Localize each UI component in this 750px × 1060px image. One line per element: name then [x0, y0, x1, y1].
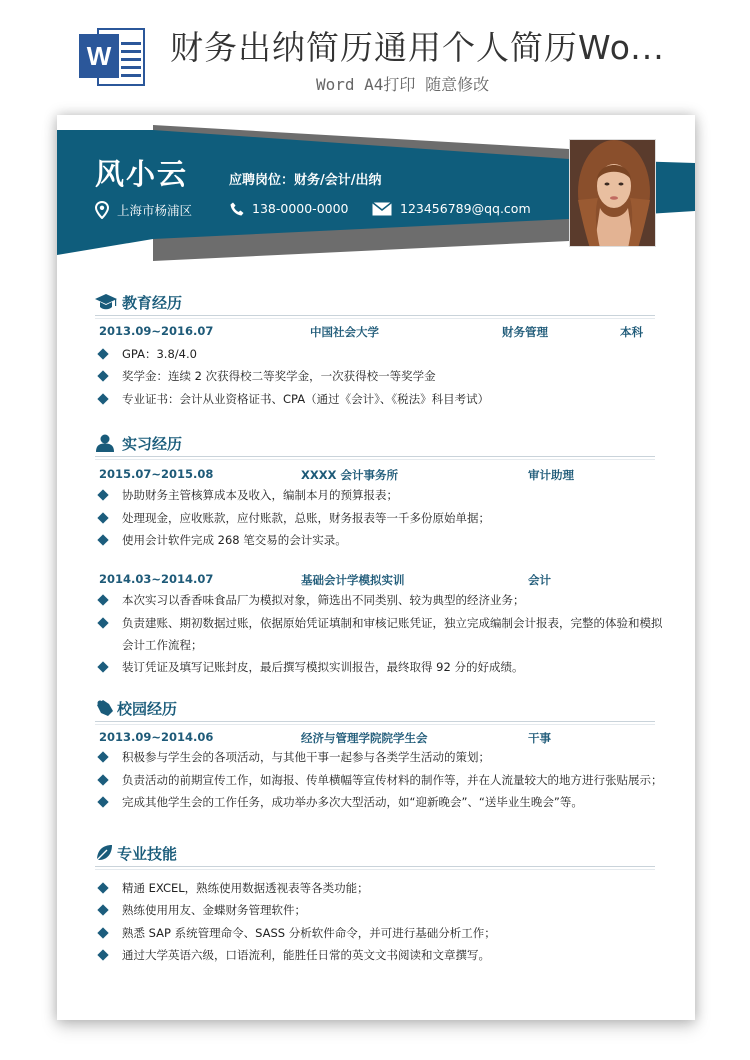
phone-contact — [230, 201, 349, 216]
education-major: 财务管理 — [502, 325, 548, 339]
list-item-continuation: 会计工作流程； — [122, 638, 203, 652]
location-text: 上海市杨浦区 — [117, 203, 193, 218]
resume-paper: 风小云 应聘岗位：财务/会计/出纳 上海市杨浦区 138-0000-0000 123456789@qq.com 教育经历 2013.09~2016.07 中国社会大学 财务管理 本科 GPA：3.8/4.0 奖学金：连续 2 次获得校二等奖学金，一次获得校一等奖学金 专业证书：会计从业资格证书、CPA（通过《会计》、《税法》科目考试） 实习经历 2015.07~2015.08 XXXX 会计事务所 审计助理 协助财务主管核算成本及收入，编制本月的预算报表； 处理现金，应收账款，应付账款，总账，财务报表等一千多份原始单据； 使用会计软件完成 268 笔交易的会计实录。 2014.03~2014.07 基础会计学模拟实训 会计 本次实习以香香味食品厂为模拟对象，筛选出不同类别、较为典型的经济业务； 负责建账、期初数据过账，依据原始凭证填制和审核记账凭证，独立完成编制会计报表，完整的体验和模拟 会计工作流程； 装订凭证及填写记账封皮，最后撰写模拟实训报告，最终取得 92 分的好成绩。 校园经历 2013.09~2014.06 经济与管理学院院学生会 干事 积极参与学生会的各项活动，与其他干事一起参与各类学生活动的策划； 负责活动的前期宣传工作，如海报、传单横幅等宣传材料的制作等，并在人流量较大的地方进行张贴展示； 完成其他学生会的工作任务，成功举办多次大型活动，如“迎新晚会”、“送毕业生晚会”等。 专业技能 精通 EXCEL，熟练使用数据透视表等各类功能； 熟练使用用友、金蝶财务管理软件； 熟悉 SAP 系统管理命令、SASS 分析软件命令，并可进行基础分析工作； 通过大学英语六级，口语流利，能胜任日常的英文文书阅读和文章撰写。 — [57, 115, 695, 1020]
campus-org: 经济与管理学院院学生会 — [301, 731, 428, 745]
education-degree: 本科 — [620, 325, 643, 339]
internship-role: 会计 — [528, 573, 551, 587]
internship-date: 2015.07~2015.08 — [99, 467, 214, 481]
leaf-icon — [95, 844, 113, 862]
education-section — [95, 291, 655, 317]
email-icon — [372, 202, 392, 216]
internship-section — [95, 432, 655, 458]
top-header — [0, 0, 750, 115]
location-pin-icon — [95, 201, 109, 219]
internship-role: 审计助理 — [528, 468, 574, 482]
phone-text: 138-0000-0000 — [252, 201, 349, 216]
campus-title: 校园经历 — [117, 700, 178, 718]
candidate-name: 风小云 — [95, 157, 189, 191]
word-letter: W — [79, 34, 119, 78]
email-contact — [372, 201, 531, 216]
campus-date: 2013.09~2014.06 — [99, 730, 214, 744]
job-position: 应聘岗位：财务/会计/出纳 — [229, 173, 382, 188]
document-title: 财务出纳简历通用个人简历Wo... — [170, 28, 665, 67]
phone-icon — [230, 202, 244, 216]
internship-title: 实习经历 — [122, 435, 183, 453]
skills-section — [95, 842, 655, 868]
location-contact — [95, 201, 192, 219]
internship-org: 基础会计学模拟实训 — [301, 573, 405, 587]
campus-role: 干事 — [528, 731, 551, 745]
profile-photo — [569, 139, 656, 247]
person-icon — [95, 434, 115, 452]
education-date: 2013.09~2016.07 — [99, 324, 214, 338]
email-text: 123456789@qq.com — [400, 201, 531, 216]
hand-icon — [95, 699, 115, 717]
campus-section — [95, 697, 655, 723]
education-title: 教育经历 — [122, 294, 183, 312]
word-icon — [79, 22, 147, 92]
internship-date: 2014.03~2014.07 — [99, 572, 214, 586]
skills-title: 专业技能 — [117, 845, 178, 863]
graduation-cap-icon — [95, 293, 117, 311]
document-subtitle: Word A4打印 随意修改 — [316, 75, 490, 94]
internship-org: XXXX 会计事务所 — [301, 468, 398, 482]
education-school: 中国社会大学 — [310, 325, 379, 339]
